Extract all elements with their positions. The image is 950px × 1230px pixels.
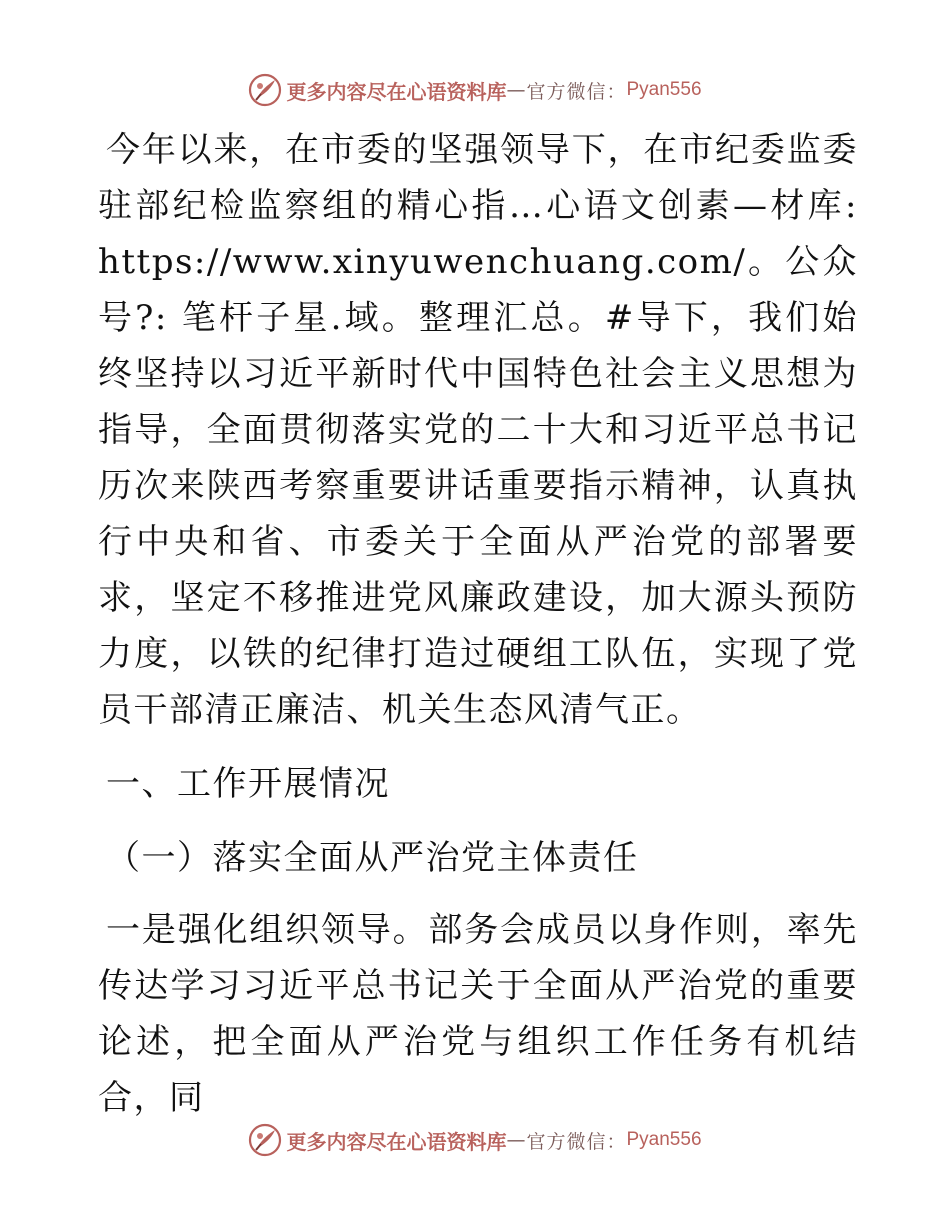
document-body: [98, 122, 858, 1126]
section-heading: 一、工作开展情况: [106, 764, 390, 804]
subsection-heading: （一）落实全面从严治党主体责任: [106, 838, 639, 878]
intro-paragraph: 今年以来，在市委的坚强领导下，在市纪委监委驻部纪检监察组的精心指…心语文创素—材库: https://www.xinyuwenchuang.com/。公众号?: 笔杆子星.域。整理汇总。#导下，我们始终坚持以习近平新时代中国特色社会主义思想为指导，全面贯彻落实党的二十大和习近平总书记历次来陕西考察重要讲话重要指示精神，认真执行中央和省、市委关于全面从严治党的部署要求，坚定不移推进党风廉政建设，加大源头预防力度，以铁的纪律打造过硬组工队伍，实现了党员干部清正廉洁、机关生态风清气正。: [98, 130, 858, 730]
footer-banner: [0, 1120, 950, 1160]
banner-wechat-label: 官方微信：: [526, 80, 627, 103]
banner-separator: —: [506, 1129, 527, 1151]
banner-site-text: 更多内容尽在心语资料库: [286, 79, 507, 104]
body-paragraph: 一是强化组织领导。部务会成员以身作则，率先传达学习习近平总书记关于全面从严治党的重要论述，把全面从严治党与组织工作任务有机结合，同: [98, 910, 858, 1118]
banner-wechat-id: Pyan556: [626, 79, 702, 100]
quill-pen-logo-icon: [248, 1123, 282, 1157]
banner-site-text: 更多内容尽在心语资料库: [286, 1129, 507, 1154]
banner-wechat-id: Pyan556: [626, 1129, 702, 1150]
banner-wechat-label: 官方微信：: [526, 1130, 627, 1153]
banner-separator: —: [506, 79, 527, 101]
quill-pen-logo-icon: [248, 73, 282, 107]
header-banner: [0, 70, 950, 110]
